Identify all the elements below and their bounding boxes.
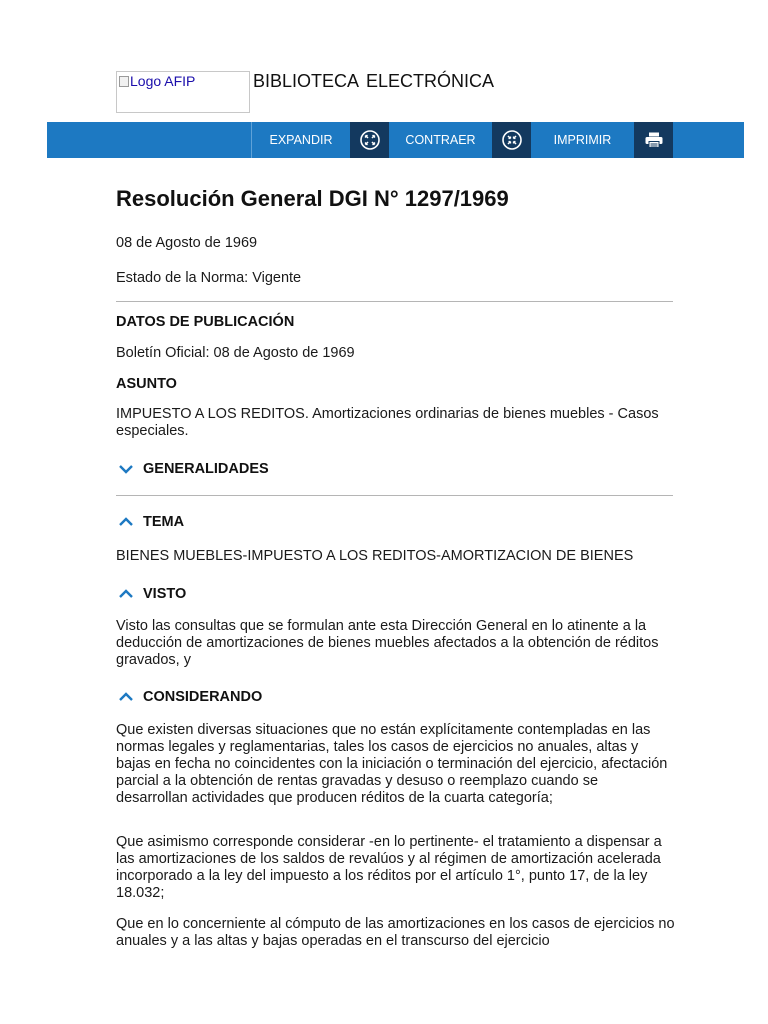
collapse-button[interactable]: CONTRAER	[405, 133, 476, 147]
collapse-icon[interactable]	[492, 122, 531, 158]
divider	[116, 301, 673, 302]
toolbar	[47, 122, 744, 158]
chevron-up-icon	[116, 587, 136, 601]
section-considerando[interactable]	[116, 689, 262, 705]
chevron-up-icon	[116, 690, 136, 704]
expand-icon[interactable]	[350, 122, 389, 158]
divider	[116, 495, 673, 496]
broken-image-icon	[119, 76, 129, 87]
section-label: GENERALIDADES	[143, 461, 269, 477]
expand-button[interactable]: EXPANDIR	[269, 133, 333, 147]
section-generalidades[interactable]	[116, 461, 269, 477]
considerando-paragraph: Que asimismo corresponde considerar -en lo pertinente- el tratamiento a dispensar a las amortizaciones de los saldos de revalúos y al régimen de amortización acelerada incorporado a la ley del impuesto a los réditos por el artículo 1°, punto 17, de la ley 18.032;	[116, 834, 662, 901]
subject-heading: ASUNTO	[116, 376, 177, 392]
section-label: CONSIDERANDO	[143, 689, 263, 705]
document-status: Estado de la Norma: Vigente	[116, 270, 302, 286]
print-icon[interactable]	[634, 122, 673, 158]
document-date: 08 de Agosto de 1969	[116, 235, 258, 251]
print-button[interactable]: IMPRIMIR	[553, 133, 612, 147]
logo-alt-text: Logo AFIP	[130, 73, 196, 89]
publication-heading: DATOS DE PUBLICACIÓN	[116, 314, 295, 330]
section-tema[interactable]	[116, 514, 184, 530]
logo-image[interactable]	[116, 71, 250, 113]
visto-text: Visto las consultas que se formulan ante esta Dirección General en lo atinente a la deducción de amortizaciones de bienes muebles afectados a la obtención de réditos gravados, y	[116, 618, 659, 668]
subject-text: IMPUESTO A LOS REDITOS. Amortizaciones ordinarias de bienes muebles - Casos especiales.	[116, 406, 659, 439]
tema-text: BIENES MUEBLES-IMPUESTO A LOS REDITOS-AMORTIZACION DE BIENES	[116, 548, 634, 564]
section-label: VISTO	[143, 586, 187, 602]
chevron-down-icon	[116, 462, 136, 476]
site-title: BIBLIOTECA ELECTRÓNICA	[253, 71, 495, 91]
considerando-paragraph: Que en lo concerniente al cómputo de las amortizaciones en los casos de ejercicios no anuales y a las altas y bajas operadas en el transcurso del ejercicio	[116, 916, 675, 949]
document-title: Resolución General DGI N° 1297/1969	[116, 186, 509, 211]
chevron-up-icon	[116, 515, 136, 529]
publication-info: Boletín Oficial: 08 de Agosto de 1969	[116, 345, 355, 361]
section-label: TEMA	[143, 514, 185, 530]
considerando-paragraph: Que existen diversas situaciones que no están explícitamente contempladas en las normas legales y reglamentarias, tales los casos de ejercicios no anuales, altas y bajas en fecha no coincidentes con la iniciación o terminación del ejercicio, afectación parcial a la obtención de rentas gravadas y desuso o reemplazo cuando se desarrollan actividades que producen réditos de la cuarta categoría;	[116, 722, 668, 806]
section-visto[interactable]	[116, 586, 186, 602]
